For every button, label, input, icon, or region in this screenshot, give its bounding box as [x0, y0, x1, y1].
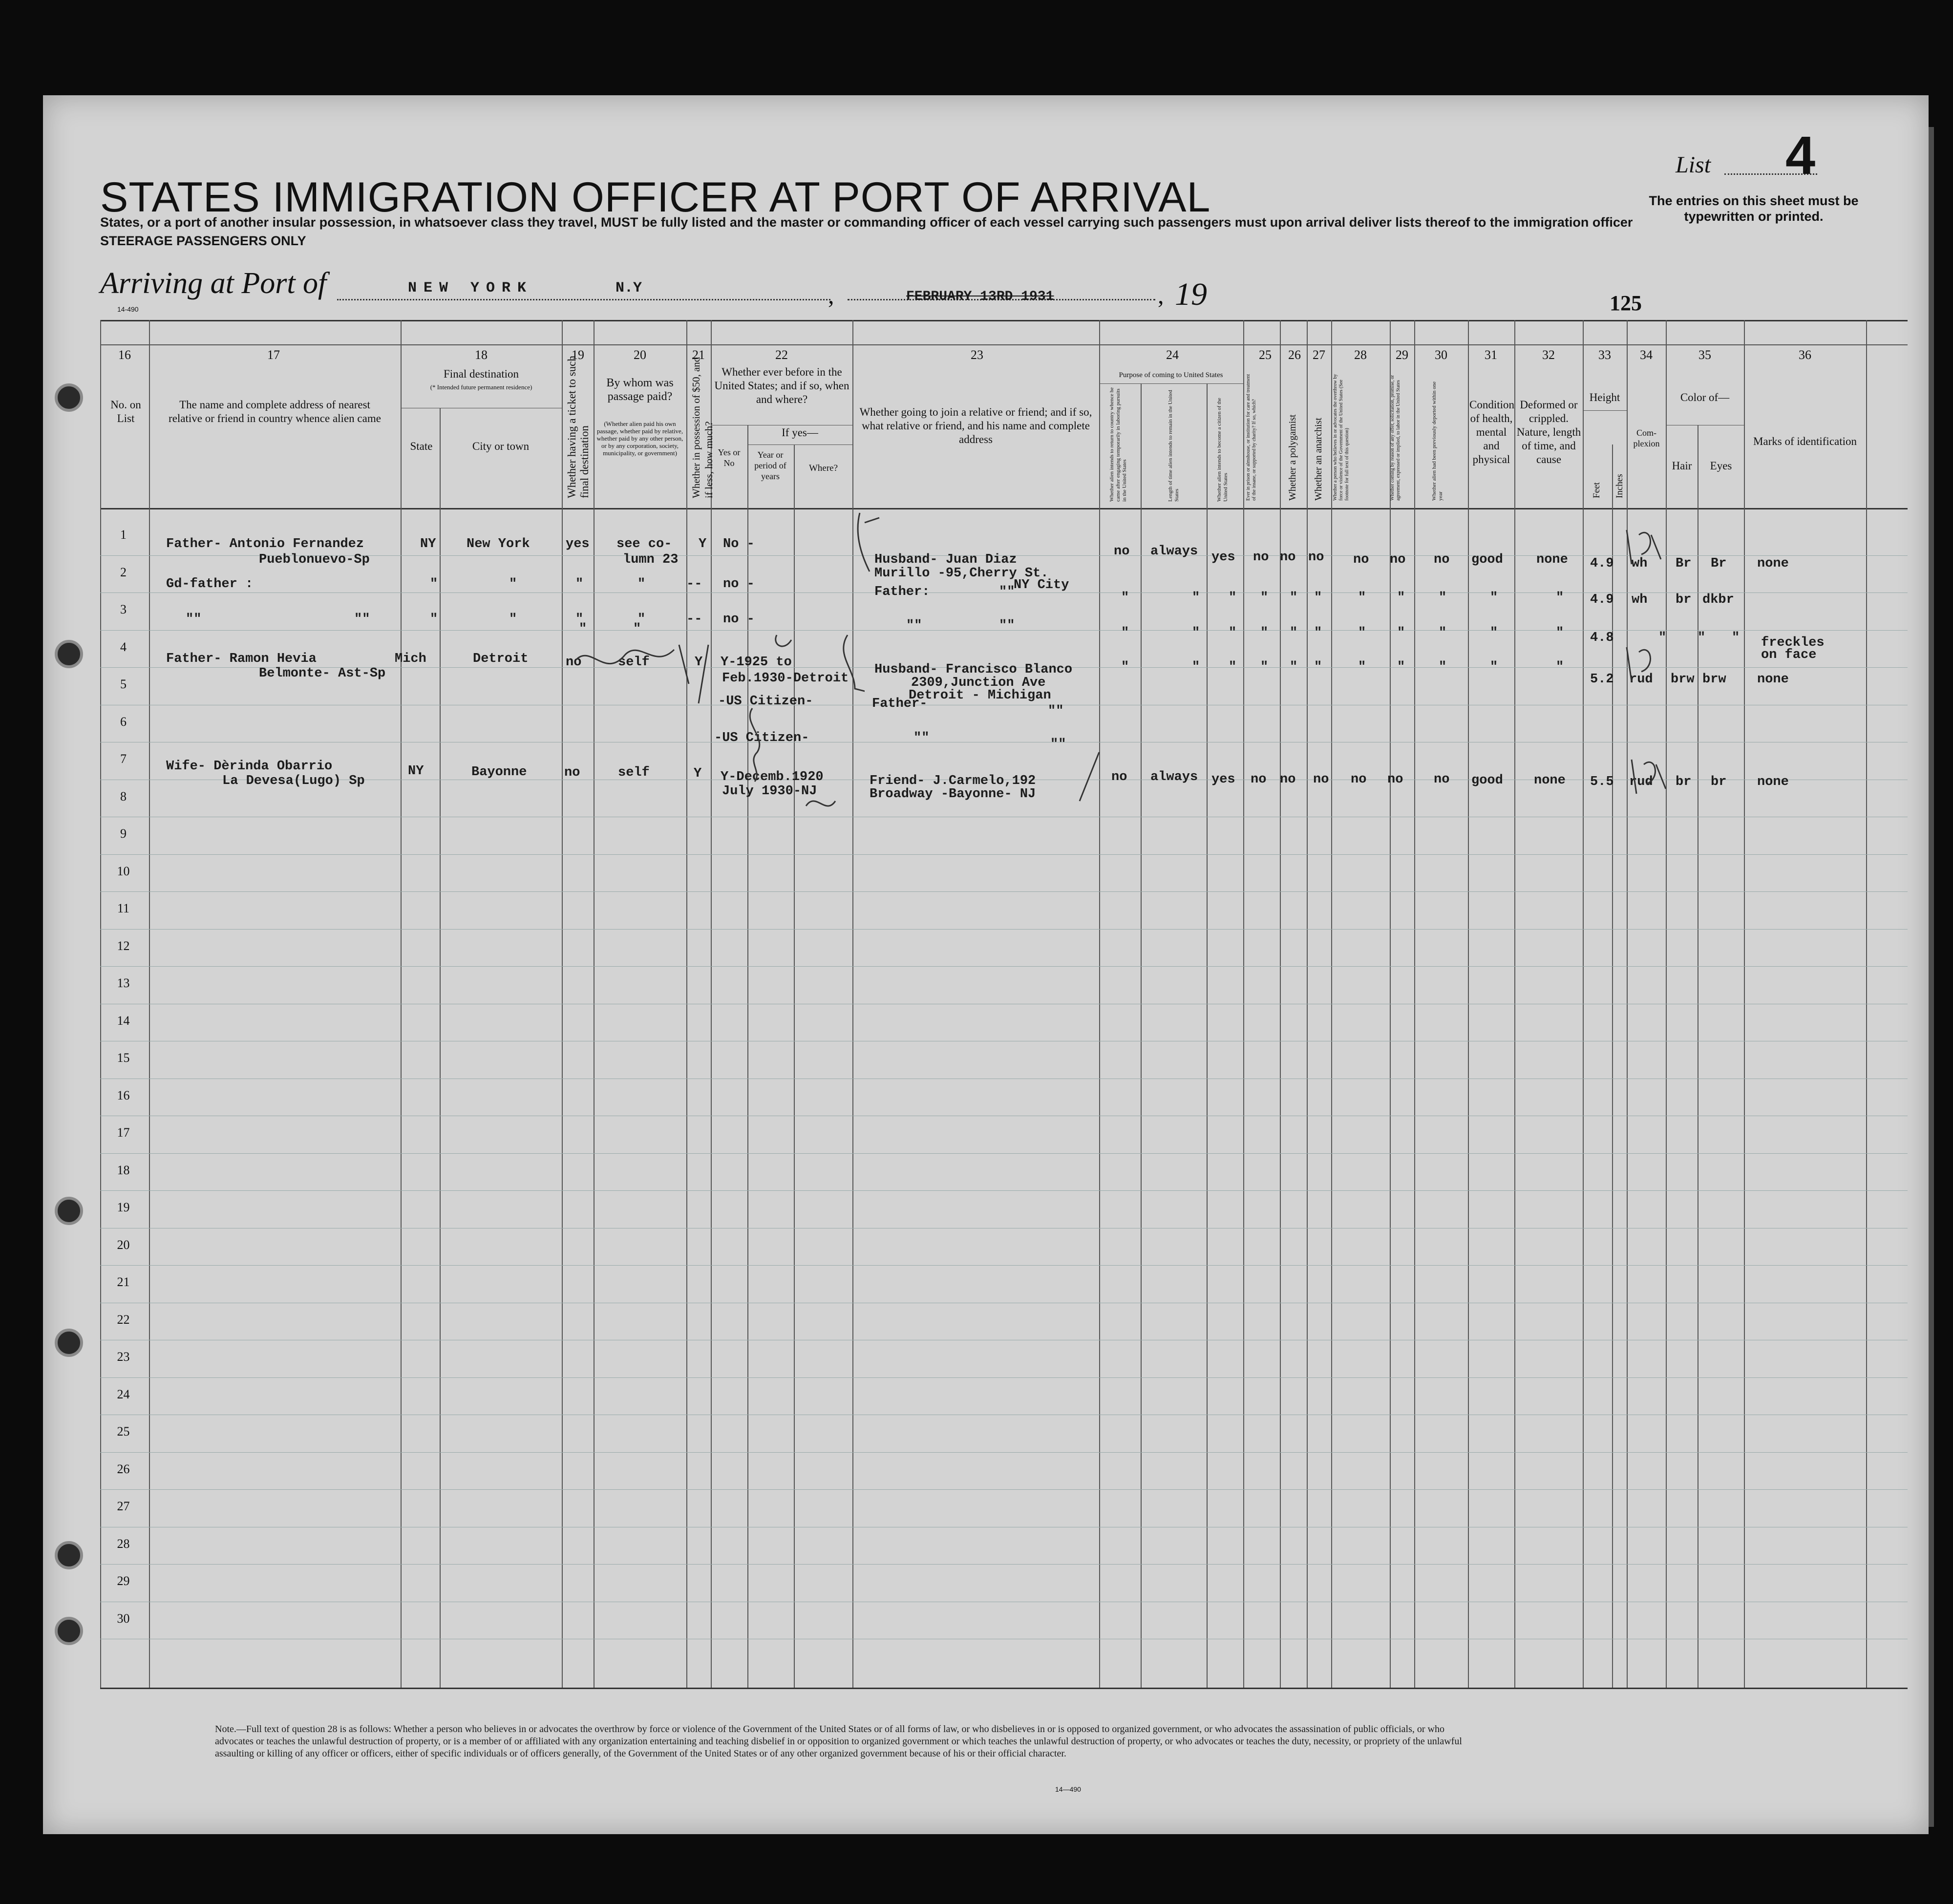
r7-anarchist: no	[1313, 772, 1329, 787]
r2-ever: no -	[723, 577, 755, 592]
r4-state: Mich	[395, 652, 426, 666]
binder-hole	[55, 1617, 83, 1645]
ditto-mark: "	[1192, 626, 1200, 640]
hdr-final-destination: Final destination	[444, 368, 519, 380]
ditto-mark: "	[637, 577, 646, 592]
hdr-ticket: Whether having a ticket to such final destination	[566, 356, 591, 498]
row-number: 16	[117, 1088, 130, 1102]
row-number: 22	[117, 1312, 130, 1327]
r1-join: Husband- Juan Diaz	[874, 552, 1017, 567]
hdr-yes-no: Yes or No	[718, 447, 741, 468]
r1-ticket: yes	[566, 537, 590, 551]
r1-ever: No -	[723, 537, 755, 551]
binder-hole	[55, 383, 83, 412]
ditto-mark: "	[575, 577, 584, 592]
ditto-mark: "	[430, 612, 438, 627]
row-number: 30	[117, 1611, 130, 1626]
hdr-feet: Feet	[1592, 482, 1602, 498]
r7-state: NY	[408, 764, 424, 779]
port-line	[337, 299, 830, 300]
r3-relative: ""	[186, 612, 202, 627]
hdr-possession-money: Whether in possession of $50, and if less, how much?	[690, 357, 715, 498]
ditto-mark: "	[1229, 626, 1237, 640]
list-label: List	[1676, 152, 1711, 178]
r3-marks: freckles	[1761, 635, 1825, 650]
column-number: 29	[1396, 348, 1408, 362]
row-number: 14	[117, 1013, 130, 1028]
column-number: 25	[1259, 348, 1272, 362]
row-rule	[100, 854, 1908, 855]
row-number: 26	[117, 1461, 130, 1476]
column-number: 27	[1313, 348, 1325, 362]
r4-ticket: no	[566, 655, 582, 670]
port-state: N.Y	[616, 280, 642, 296]
ditto-mark: "	[1698, 631, 1706, 645]
handwritten-mark	[844, 635, 865, 694]
r4-join-2: 2309,Junction Ave	[911, 676, 1046, 690]
row-rule	[100, 891, 1908, 892]
row-number: 11	[117, 901, 130, 915]
instruction-line: States, or a port of another insular possession, in whatsoever class they travel, MUST be fully listed and the master or commanding officer of each vessel carrying such passengers must upon arrival deliver lists thereof to the immigration officer	[100, 215, 1633, 230]
column-number: 34	[1640, 348, 1653, 362]
binder-hole	[55, 640, 83, 668]
r7-money: Y	[694, 766, 702, 781]
list-number: 4	[1785, 126, 1816, 186]
ditto-mark: "	[1260, 660, 1269, 675]
column-number: 21	[692, 348, 705, 362]
hdr-deformed: Deformed or crippled. Nature, length of time, and cause	[1516, 399, 1581, 465]
ditto-mark: "	[1439, 591, 1447, 605]
r2-complexion: wh	[1632, 592, 1648, 607]
r7-join-2: Broadway -Bayonne- NJ	[870, 787, 1036, 802]
r7-return: no	[1111, 770, 1127, 784]
row-number: 3	[120, 602, 127, 616]
row-number: 9	[120, 826, 127, 841]
r2-eyes: dkbr	[1702, 592, 1734, 607]
form-number: 14-490	[117, 305, 139, 313]
r1-relative: Father- Antonio Fernandez	[166, 537, 364, 551]
row-rule	[100, 1377, 1908, 1378]
column-number: 20	[634, 348, 646, 362]
ditto-mark: "	[1490, 626, 1498, 640]
hdr-purpose-citizen: Whether alien intends to become a citizen of the United States	[1216, 398, 1229, 502]
row-number: 6	[120, 714, 127, 729]
r4-money: Y	[695, 655, 703, 670]
hdr-complexion: Com-plexion	[1633, 428, 1660, 448]
row-number: 4	[120, 639, 127, 654]
year-prefix: 19	[1175, 276, 1207, 312]
hdr-col29: Whether coming by reason of any offer, solicitation, promise, or agreement, expressed or implied, to labor in the United States	[1390, 375, 1401, 501]
r7-ever-2: July 1930-NJ	[722, 784, 817, 799]
ditto-mark: "	[1556, 591, 1564, 605]
row-number: 17	[117, 1125, 130, 1140]
ditto-mark: "	[1490, 660, 1498, 675]
binder-hole	[55, 1329, 83, 1357]
r4-ever-2: Feb.1930-Detroit	[722, 671, 849, 686]
row-number: 2	[120, 565, 127, 579]
handwritten-marks-col34	[1622, 520, 1666, 574]
hdr-ever-before: Whether ever before in the United States; and if so, when and where?	[714, 366, 849, 405]
subhdr-rule	[1099, 383, 1243, 384]
col-line	[1207, 383, 1208, 1688]
r4-height: 5.2	[1590, 672, 1614, 687]
port-name: NEW YORK	[408, 280, 533, 296]
r7-height: 5.5	[1590, 775, 1614, 789]
r1-citizen: yes	[1211, 550, 1235, 565]
row-number: 1	[120, 528, 127, 542]
typewritten-note: The entries on this sheet must be typewritten or printed.	[1649, 193, 1859, 224]
header-bottom-rule	[100, 508, 1908, 509]
hdr-inches: Inches	[1614, 474, 1625, 498]
ditto-mark: "	[1229, 660, 1237, 675]
handwritten-mark	[1632, 760, 1666, 794]
hdr-final-destination-note: (* Intended future permanent residence)	[430, 383, 532, 391]
r7-relative-town: La Devesa(Lugo) Sp	[222, 774, 365, 788]
ditto-mark: "	[1397, 591, 1405, 605]
ditto-mark: "	[509, 577, 517, 592]
ditto-mark: "	[575, 612, 584, 627]
hdr-height: Height	[1589, 391, 1620, 403]
hdr-purpose: Purpose of coming to United States	[1119, 371, 1223, 379]
r7-prison: no	[1251, 772, 1267, 787]
handwritten-marks-col34b	[1622, 637, 1666, 691]
r1-eyes: Br	[1711, 556, 1727, 571]
column-number: 32	[1542, 348, 1555, 362]
row-rule	[100, 1452, 1908, 1453]
r4-join-3: Detroit - Michigan	[909, 688, 1051, 703]
ditto-mark: "	[1732, 631, 1740, 645]
row-rule	[100, 1564, 1908, 1565]
r2-join-ditto: ""	[999, 585, 1015, 599]
ditto-mark: "	[1314, 626, 1322, 640]
r4-join-7: ""	[1050, 737, 1066, 752]
r4-marks: none	[1757, 672, 1789, 687]
hdr-col30: Whether alien had been previously deported within one year	[1431, 381, 1444, 501]
handwritten-mark	[1627, 530, 1661, 564]
column-number: 28	[1354, 348, 1367, 362]
column-number: 36	[1799, 348, 1811, 362]
r1-complexion: wh	[1632, 556, 1648, 571]
column-number: 33	[1598, 348, 1611, 362]
handwritten-mark	[750, 708, 760, 782]
hdr-anarchist: Whether an anarchist	[1313, 418, 1324, 501]
row-rule	[100, 966, 1908, 967]
hdr-where: Where?	[808, 463, 838, 473]
subhdr-rule	[1583, 410, 1627, 411]
table-top-rule	[100, 320, 1908, 321]
r7-relative: Wife- Dèrinda Obarrio	[166, 759, 333, 774]
hdr-year-period: Year or period of years	[754, 450, 786, 481]
row-number: 27	[117, 1499, 130, 1513]
hdr-state: State	[410, 440, 433, 452]
handwritten-mark	[679, 645, 708, 703]
hdr-passage-paid-note: (Whether alien paid his own passage, whether paid by relative, whether paid by any other person, or by any corporation, society, municipality, or government)	[596, 420, 683, 457]
r7-deformed: none	[1534, 773, 1566, 788]
ditto-mark: "	[1439, 626, 1447, 640]
r7-health: good	[1471, 773, 1503, 788]
ditto-mark: "	[1314, 660, 1322, 675]
row-number: 19	[117, 1200, 130, 1214]
comma: ,	[1158, 281, 1164, 309]
hdr-no-on-list: No. on List	[110, 399, 141, 424]
ditto-mark: "	[1439, 660, 1447, 675]
ditto-mark: "	[637, 612, 646, 627]
handwritten-mark	[806, 801, 835, 806]
row-number: 8	[120, 789, 127, 804]
r1-prison: no	[1253, 550, 1269, 565]
r4-city: Detroit	[473, 652, 529, 666]
row-number: 10	[117, 864, 130, 878]
row-number: 12	[117, 938, 130, 953]
ditto-mark: "	[1192, 660, 1200, 675]
row-number: 23	[117, 1350, 130, 1364]
r2-join: Father:	[874, 585, 930, 599]
row-rule	[100, 1153, 1908, 1154]
col-line	[1141, 383, 1142, 1688]
r3-relative-ditto: ""	[354, 612, 370, 627]
ditto-mark: "	[633, 622, 641, 636]
ditto-mark: "	[1121, 660, 1129, 675]
r7-ticket: no	[564, 765, 580, 780]
row-number: 7	[120, 752, 127, 766]
r4-relative-town: Belmonte- Ast-Sp	[259, 666, 386, 681]
column-number: 23	[971, 348, 983, 362]
document-title: STATES IMMIGRATION OFFICER AT PORT OF ARRIVAL	[100, 174, 1211, 221]
row-rule	[100, 1265, 1908, 1266]
colnum-rule	[100, 344, 1908, 345]
r3-marks-2: on face	[1761, 648, 1817, 662]
row-number: 29	[117, 1574, 130, 1588]
ditto-mark: "	[1358, 591, 1366, 605]
r7-length: always	[1150, 770, 1198, 784]
row-number: 15	[117, 1051, 130, 1065]
row-number: 24	[117, 1387, 130, 1401]
ditto-mark: "	[1490, 591, 1498, 605]
binder-hole	[55, 1541, 83, 1569]
ditto-mark: "	[1192, 591, 1200, 605]
ditto-mark: "	[1290, 591, 1298, 605]
ditto-mark: "	[1260, 626, 1269, 640]
r1-join-2: Murillo -95,Cherry St.	[874, 566, 1049, 581]
row-rule	[100, 1489, 1908, 1490]
r1-marks: none	[1757, 556, 1789, 571]
r1-col30: no	[1434, 552, 1450, 567]
r2-relative: Gd-father :	[166, 577, 254, 592]
r4-paid: self	[618, 655, 650, 670]
ditto-mark: "	[1658, 631, 1667, 645]
ditto-mark: "	[509, 612, 517, 627]
column-number: 18	[475, 348, 488, 362]
r1-paid-2: lumn 23	[623, 552, 679, 567]
column-number: 35	[1698, 348, 1711, 362]
column-number: 22	[775, 348, 788, 362]
handwritten-mark	[858, 513, 879, 571]
ditto-mark: "	[1556, 626, 1564, 640]
r4-ever-3: -US Citizen-	[718, 694, 813, 709]
r4-hair: brw	[1671, 672, 1695, 687]
row-rule	[100, 929, 1908, 930]
col-line	[440, 408, 441, 1688]
r1-deformed: none	[1536, 552, 1568, 567]
handwritten-mark	[1080, 752, 1099, 801]
row-number: 21	[117, 1275, 130, 1289]
hdr-color-of: Color of—	[1680, 391, 1730, 403]
r1-height: 4.9	[1590, 556, 1614, 571]
handwritten-bracket	[850, 503, 928, 581]
r1-col29: no	[1390, 552, 1406, 567]
r1-paid: see co-	[616, 537, 672, 551]
r4-join-5: ""	[1048, 704, 1064, 719]
hdr-purpose-length: Length of time alien intends to remain in the United States	[1168, 390, 1180, 502]
r4-complexion: rud	[1629, 672, 1653, 687]
r2-height: 4.9	[1590, 592, 1614, 607]
r2-money: --	[686, 577, 702, 592]
r1-relative-town: Pueblonuevo-Sp	[259, 552, 370, 567]
r4-eyes: brw	[1702, 672, 1726, 687]
page-number: 125	[1610, 291, 1642, 315]
r7-hair: br	[1676, 775, 1692, 789]
hdr-col28: Whether a person who believes in or advocates the overthrow by force or violence of the Government of the United States (See footnote for full text of this question)	[1333, 374, 1350, 501]
r7-col28: no	[1351, 772, 1367, 787]
ditto-mark: "	[579, 622, 587, 636]
footnote: Note.—Full text of question 28 is as follows: Whether a person who believes in or advocates the overthrow by force or violence of the Government of the United States or of all forms of law, or who disbelieves in or is opposed to organized government, or who advocates the assassination of public officials, or who advocates or teaches the unlawful destruction of property, or is a member of or affiliated with any organization entertaining and teaching disbelief in or opposition to organized government or which teaches the unlawful destruction of property, or who advocates or teaches the duty, necessity, or propriety of the unlawful assaulting or killing of any officer or officers, either of specific individuals or of officers generally, of the Government of the United States or of any other organized government because of his or their official character.	[215, 1724, 1462, 1759]
r1-city: New York	[467, 537, 530, 551]
comma: ,	[828, 281, 834, 309]
column-number: 31	[1485, 348, 1497, 362]
ditto-mark: "	[430, 577, 438, 592]
ditto-mark: "	[1358, 626, 1366, 640]
ditto-mark: "	[1290, 626, 1298, 640]
r4-relative: Father- Ramon Hevia	[166, 652, 317, 666]
hdr-eyes: Eyes	[1710, 460, 1732, 472]
r3-join-ditto: ""	[999, 618, 1015, 633]
r4-join-6: ""	[913, 731, 930, 745]
r7-marks: none	[1757, 775, 1789, 789]
row-rule	[100, 1190, 1908, 1191]
r7-polygamist: no	[1280, 772, 1296, 787]
hdr-if-yes: If yes—	[782, 426, 818, 439]
handwritten-mark	[1627, 647, 1651, 681]
ditto-mark: "	[1358, 660, 1366, 675]
ditto-mark: "	[1121, 591, 1129, 605]
r4-join-4: Father-	[872, 697, 928, 711]
arrival-date: FEBRUARY 13RD 1931	[906, 289, 1054, 304]
ditto-mark: "	[1290, 660, 1298, 675]
binder-hole	[55, 1197, 83, 1225]
r7-complexion: rud	[1629, 775, 1653, 789]
row-number: 20	[117, 1237, 130, 1252]
handwritten-mark	[776, 635, 791, 646]
arriving-label: Arriving at Port of	[100, 267, 327, 300]
r4-ever-4: -US Citizen-	[714, 731, 809, 745]
handwritten-tick	[1075, 747, 1104, 806]
ditto-mark: "	[1556, 660, 1564, 675]
row-number: 13	[117, 976, 130, 990]
column-number: 16	[118, 348, 131, 362]
column-number: 19	[572, 348, 584, 362]
r3-ever: no -	[723, 612, 755, 627]
r7-paid: self	[618, 765, 650, 780]
form-number-bottom: 14—490	[1055, 1785, 1081, 1793]
hdr-hair: Hair	[1672, 460, 1692, 472]
table-bottom-rule	[100, 1688, 1908, 1689]
hdr-health: Condition of health, mental and physical	[1469, 399, 1515, 465]
hdr-city: City or town	[472, 440, 530, 452]
r3-height: 4.8	[1590, 631, 1614, 645]
ditto-mark: "	[1397, 626, 1405, 640]
column-number: 30	[1435, 348, 1447, 362]
hdr-prison: Ever in prison or almshouse, or institution for care and treatment of the insane, or supported by charity? If so, which?	[1246, 374, 1257, 501]
column-number: 17	[267, 348, 280, 362]
r7-join: Friend- J.Carmelo,192	[870, 774, 1036, 788]
hdr-marks: Marks of identification	[1753, 435, 1857, 447]
r1-anarchist: no	[1308, 550, 1324, 565]
hdr-passage-paid: By whom was passage paid?	[606, 377, 674, 403]
r1-join-3: NY City	[1014, 578, 1069, 592]
r1-col28: no	[1353, 552, 1369, 567]
r7-ever: Y-Decemb.1920	[721, 770, 824, 784]
row-number: 28	[117, 1536, 130, 1551]
r7-citizen: yes	[1211, 772, 1235, 787]
subhdr-rule	[747, 444, 852, 445]
r7-col30: no	[1434, 772, 1450, 787]
r7-city: Bayonne	[471, 765, 527, 780]
row-number: 5	[120, 677, 127, 691]
handwritten-mark	[576, 650, 674, 664]
r3-join: ""	[906, 618, 922, 633]
class-line: STEERAGE PASSENGERS ONLY	[100, 233, 306, 248]
ditto-mark: "	[1260, 591, 1269, 605]
r1-hair: Br	[1676, 556, 1692, 571]
r1-state: NY	[420, 537, 436, 551]
handwritten-annotations	[562, 625, 865, 830]
r1-polygamist: no	[1280, 550, 1296, 565]
hdr-purpose-return: Whether alien intends to return to country whence he came after engaging temporarily in laboring pursuits in the United States	[1109, 387, 1127, 502]
r7-col29: no	[1387, 772, 1403, 787]
r3-money: --	[686, 612, 702, 627]
r1-money: Y	[699, 537, 707, 551]
r1-health: good	[1471, 552, 1503, 567]
r2-hair: br	[1676, 592, 1692, 607]
column-number: 24	[1166, 348, 1179, 362]
r1-length: always	[1150, 544, 1198, 559]
r1-return: no	[1114, 544, 1130, 559]
hdr-join-relative: Whether going to join a relative or friend; and if so, what relative or friend, and his name and complete address	[859, 406, 1092, 445]
hdr-relative-address: The name and complete address of nearest relative or friend in country whence alien came	[169, 399, 381, 424]
row-number: 25	[117, 1424, 130, 1439]
ditto-mark: "	[1229, 591, 1237, 605]
hdr-polygamist: Whether a polygamist	[1287, 414, 1298, 501]
r4-ever: Y-1925 to	[721, 655, 792, 670]
ditto-mark: "	[1397, 660, 1405, 675]
r4-join: Husband- Francisco Blanco	[874, 662, 1073, 677]
ditto-mark: "	[1121, 626, 1129, 640]
handwritten-marks-col34c	[1627, 750, 1671, 804]
column-number: 26	[1288, 348, 1301, 362]
r7-eyes: br	[1711, 775, 1727, 789]
ditto-mark: "	[1314, 591, 1322, 605]
row-number: 18	[117, 1163, 130, 1177]
